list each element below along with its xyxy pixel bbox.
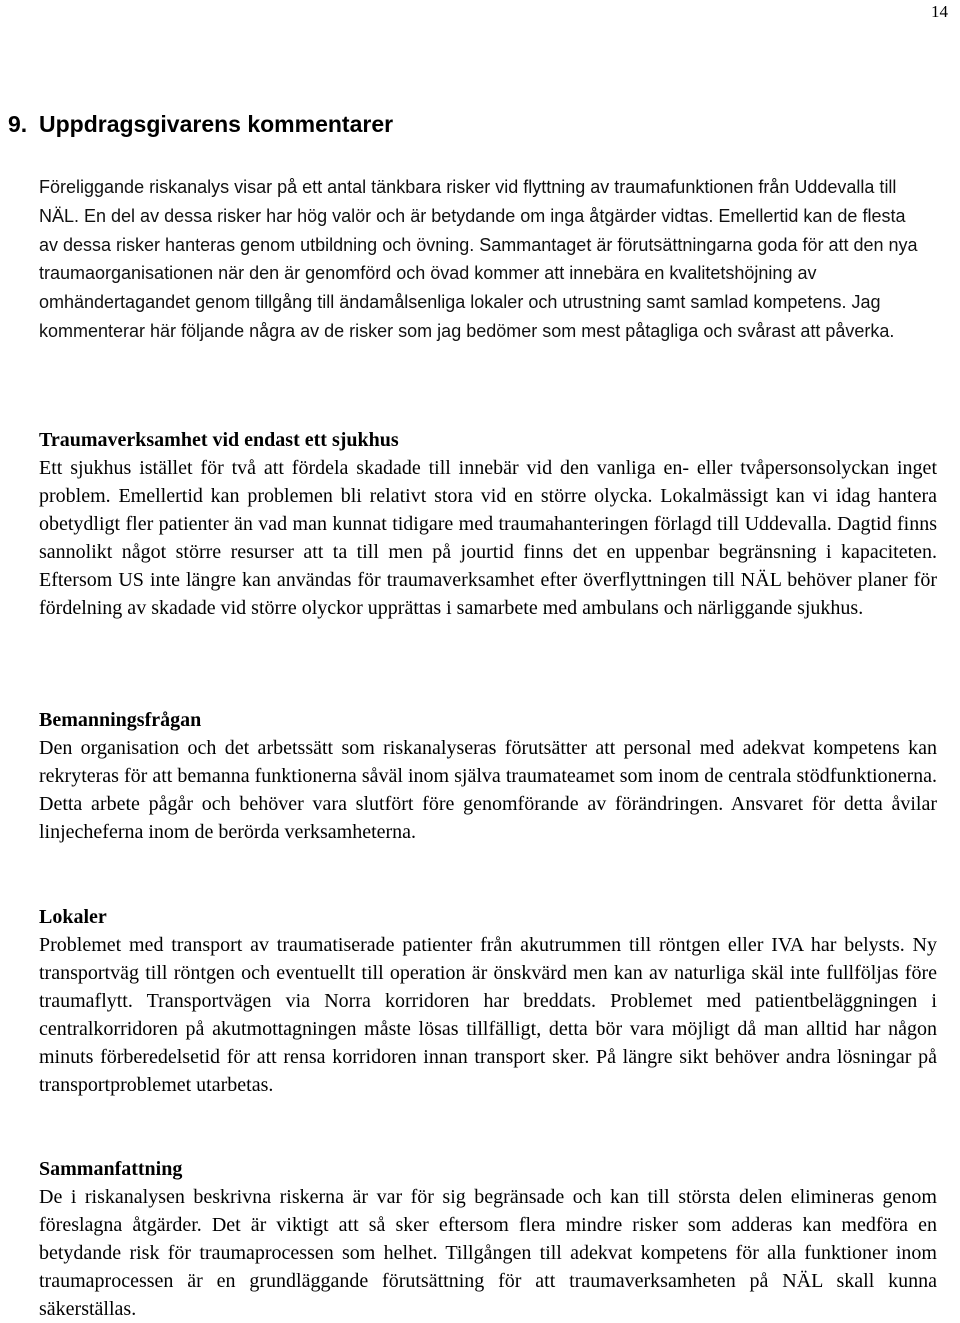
page-number: 14 xyxy=(931,2,948,21)
section-traumaverksamhet xyxy=(39,426,937,622)
section-sammanfattning xyxy=(39,1155,937,1323)
section-bemanningsfragan xyxy=(39,706,937,846)
section-lokaler xyxy=(39,903,937,1099)
chapter-number: 9. xyxy=(8,111,28,137)
section-heading: Sammanfattning xyxy=(39,1158,183,1180)
section-body: Problemet med transport av traumatiserade patienter från akutrummen till röntgen eller IVA har belysts. Ny transportväg till röntgen och eventuellt till operation är önskvärd men kan av naturliga skäl inte fullföljas före traumaflytt. Transportvägen via Norra korridoren har breddats. Problemet med patientbeläggningen i centralkorridoren på akutmottagningen måste lösas tillfälligt, detta bör vara möjligt då man alltid har någon minuts förberedelsetid för att rensa korridoren innan transport sker. På längre sikt behöver andra lösningar på transportproblemet utarbetas. xyxy=(39,934,937,1096)
section-heading: Traumaverksamhet vid endast ett sjukhus xyxy=(39,429,399,451)
section-body: Ett sjukhus istället för två att fördela skadade till innebär vid den vanliga en- eller tvåpersonsolyckan inget problem. Emellertid kan problemen bli relativt stora vid en större olycka. Lokalmässigt kan vi idag hantera obetydligt fler patienter än vad man kunnat tidigare med traumahanteringen förlagd till Uddevalla. Dagtid finns sannolikt något större resurser att ta till men på jourtid finns det en uppenbar begränsning i kapaciteten. Eftersom US inte längre kan användas för traumaverksamhet efter överflyttningen till NÄL behöver planer för fördelning av skadade vid större olyckor upprättas i samarbete med ambulans och närliggande sjukhus. xyxy=(39,457,937,619)
section-heading: Lokaler xyxy=(39,906,107,928)
section-body: Den organisation och det arbetssätt som riskanalyseras förutsätter att personal med adekvat kompetens kan rekryteras för att bemanna funktionerna såväl inom själva traumateamet som inom de centrala stödfunktionerna. Detta arbete pågår och behöver vara slutfört före genomförande av förändringen. Ansvaret för detta åvilar linjecheferna inom de berörda verksamheterna. xyxy=(39,737,937,843)
section-heading: Bemanningsfrågan xyxy=(39,709,202,731)
intro-paragraph: Föreliggande riskanalys visar på ett antal tänkbara risker vid flyttning av traumafunktionen från Uddevalla till NÄL. En del av dessa risker har hög valör och är betydande om inga åtgärder vidtas. Emellertid kan de flesta av dessa risker hanteras genom utbildning och övning. Sammantaget är förutsättningarna goda för att den nya traumaorganisationen när den är genomförd och övad kommer att innebära en kvalitetshöjning av omhändertagandet genom tillgång till ändamålsenliga lokaler och utrustning samt samlad kompetens. Jag kommenterar här följande några av de risker som jag bedömer som mest påtagliga och svårast att påverka. xyxy=(39,177,918,341)
section-body: De i riskanalysen beskrivna riskerna är var för sig begränsade och kan till största delen elimineras genom föreslagna åtgärder. Det är viktigt att så sker eftersom flera mindre risker som adderas kan medföra en betydande risk för traumaprocessen som helhet. Tillgången till adekvat kompetens för alla funktioner inom traumaprocessen är en grundläggande förutsättning för att traumaverksamheten på NÄL skall kunna säkerställas. xyxy=(39,1186,937,1320)
chapter-title: Uppdragsgivarens kommentarer xyxy=(39,111,394,137)
